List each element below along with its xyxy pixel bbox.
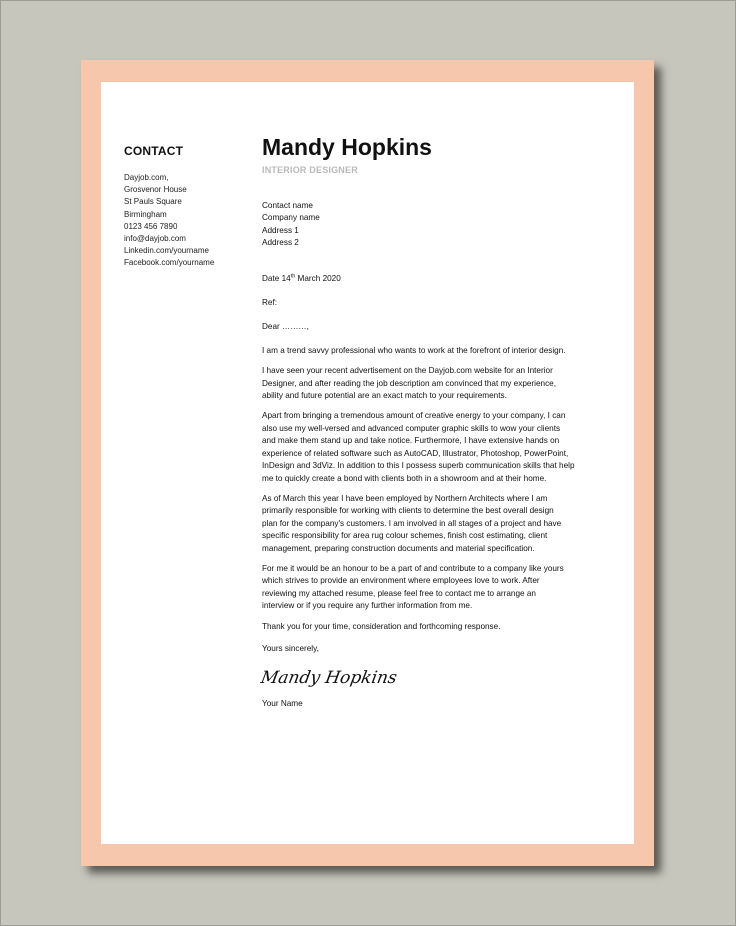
your-name: Your Name (262, 699, 303, 709)
paragraph-line: plan for the company's customers. I am involved in all stages of a project and have (262, 518, 562, 528)
paragraph-line: primarily responsible for working with clients to determine the best overall design (262, 506, 554, 516)
contact-sidebar (124, 144, 239, 270)
paragraph-line: which strives to provide an environment where employees love to work. After (262, 576, 540, 586)
letter-ref: Ref: (262, 298, 278, 308)
paragraph-line: ability and future potential are an exact match to your requirements. (262, 391, 507, 401)
contact-line-linkedin: Linkedin.com/yourname (124, 246, 209, 256)
paragraph-line: I am a trend savvy professional who wants to work at the forefront of interior design. (262, 345, 566, 355)
letter-body (259, 133, 607, 711)
contact-title: CONTACT (124, 144, 184, 158)
paragraph-thanks (262, 621, 607, 633)
applicant-name: Mandy Hopkins (262, 134, 432, 160)
paragraph-motivation (262, 563, 607, 613)
paragraph-intro (262, 345, 607, 357)
paragraph-line: also use my well-versed and advanced computer graphic skills to wow your clients (262, 423, 561, 433)
recipient-address (262, 200, 607, 250)
paragraph-line: Thank you for your time, consideration and forthcoming response. (262, 621, 501, 631)
paragraph-line: management, preparing construction documents and material specification. (262, 543, 535, 553)
date-ordinal: th (290, 272, 296, 279)
contact-line-street: St Pauls Square (124, 197, 182, 207)
paragraph-experience (262, 493, 607, 555)
paragraph-line: Designer, and after reading the job description am convinced that my experience, (262, 378, 557, 388)
paragraph-line: me to quickly create a bond with clients both in a showroom and at their home. (262, 473, 547, 483)
contact-line-facebook: Facebook.com/yourname (124, 258, 215, 268)
paragraph-line: and make them stand up and take notice. Furthermore, I have extensive hands on (262, 436, 560, 446)
contact-details (124, 172, 239, 270)
paragraph-line: interview or if you require any further information from me. (262, 601, 473, 611)
letter-sheet (101, 82, 634, 844)
paragraph-line: As of March this year I have been employed by Northern Architects where I am (262, 493, 548, 503)
signature-drawing (259, 661, 399, 691)
date-prefix: Date 14 (262, 273, 291, 283)
document-page (81, 60, 654, 866)
salutation: Dear ………, (262, 322, 309, 332)
contact-line-city: Birmingham (124, 209, 167, 219)
recipient-address-1: Address 1 (262, 225, 299, 235)
contact-line-building: Grosvenor House (124, 185, 187, 195)
recipient-address-2: Address 2 (262, 238, 299, 248)
signature-text: Mandy Hopkins (259, 668, 399, 689)
contact-line-phone: 0123 456 7890 (124, 221, 178, 231)
paragraph-advert (262, 365, 607, 402)
paragraph-line: For me it would be an honour to be a part of and contribute to a company like yours (262, 563, 564, 573)
recipient-company-name: Company name (262, 213, 320, 223)
paragraph-line: specific responsibility for area rug colour schemes, finish cost estimating, client (262, 531, 548, 541)
paragraph-line: experience of related software such as AutoCAD, Illustrator, Photoshop, PowerPoint, (262, 448, 569, 458)
paragraph-skills (262, 410, 607, 484)
paragraph-line: Apart from bringing a tremendous amount of creative energy to your company, I can (262, 411, 566, 421)
recipient-contact-name: Contact name (262, 201, 313, 210)
paragraph-line: I have seen your recent advertisement on the Dayjob.com website for an Interior (262, 366, 553, 376)
handwritten-signature (259, 661, 607, 691)
closing: Yours sincerely, (262, 643, 319, 653)
letter-date (262, 273, 607, 285)
paragraph-line: InDesign and 3dViz. In addition to this I possess superb communication skills that help (262, 461, 575, 471)
job-title: INTERIOR DESIGNER (262, 165, 358, 175)
contact-line-email: info@dayjob.com (124, 234, 186, 244)
paragraph-line: reviewing my attached resume, please feel free to contact me to arrange an (262, 588, 536, 598)
date-rest: March 2020 (295, 273, 341, 283)
contact-line-company: Dayjob.com, (124, 173, 169, 182)
